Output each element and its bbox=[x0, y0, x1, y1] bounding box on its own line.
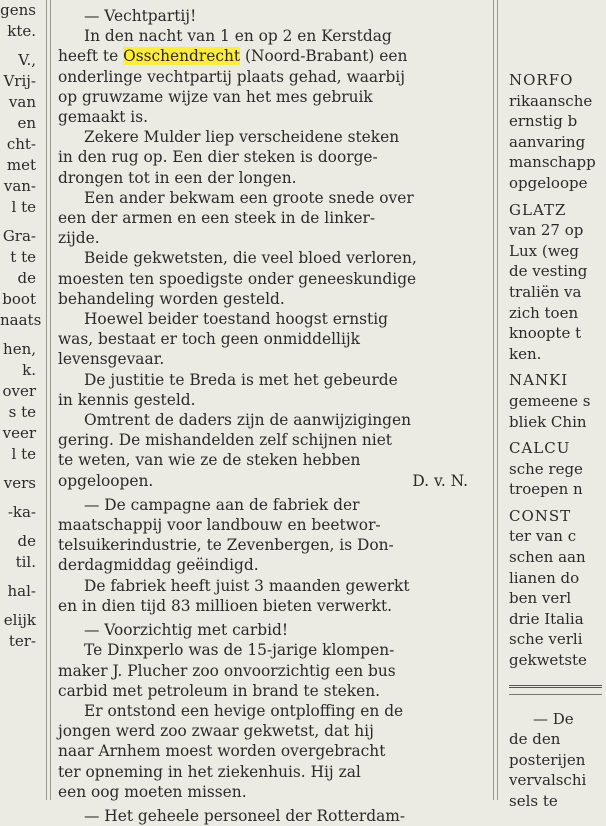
text-fragment bbox=[0, 494, 38, 502]
text-fragment: van bbox=[8, 93, 36, 111]
article-line: zijde. bbox=[58, 229, 100, 248]
article-line: De fabriek heeft juist 3 maanden gewerkt bbox=[84, 576, 410, 595]
article-line: ter opneming in het ziekenhuis. Hij zal bbox=[58, 762, 361, 781]
article-line: op gruwzame wijze van het mes gebruik bbox=[58, 87, 373, 106]
article-line: Hoewel beider toestand hoogst ernstig bbox=[84, 310, 388, 329]
article-line: telsuikerindustrie, te Zevenbergen, is Don- bbox=[58, 536, 394, 555]
article-line: Een ander bekwam een groote snede over bbox=[84, 188, 414, 207]
column-header-mark bbox=[505, 0, 606, 70]
text-line: — De bbox=[533, 709, 574, 728]
text-line: gemeene s bbox=[509, 391, 591, 410]
dateline: NANKI bbox=[509, 371, 569, 390]
dateline: CONST bbox=[509, 506, 572, 525]
article-line: maatschappij voor landbouw en beetwor- bbox=[58, 516, 381, 535]
right-column-fragment bbox=[505, 0, 606, 810]
article-line: Beide gekwetsten, die veel bloed verloren, bbox=[84, 249, 417, 268]
column-rule bbox=[493, 0, 494, 800]
text-fragment bbox=[0, 523, 38, 531]
text-fragment: hen, bbox=[3, 340, 36, 358]
text-fragment: vers bbox=[3, 474, 36, 492]
text-line: knoopte t bbox=[509, 324, 582, 343]
text-fragment bbox=[0, 602, 38, 610]
text-line: vervalschi bbox=[509, 771, 587, 790]
text-fragment: hal- bbox=[7, 582, 36, 600]
text-fragment: -ka- bbox=[7, 503, 36, 521]
text-fragment: til. bbox=[15, 553, 36, 571]
article-line: Zekere Mulder liep verscheidene steken bbox=[84, 128, 400, 147]
article-heading: — Voorzichtig met carbid! bbox=[84, 621, 289, 640]
text-fragment: en bbox=[17, 114, 36, 132]
text-fragment: l te bbox=[11, 445, 36, 463]
dateline: CALCU bbox=[509, 439, 571, 458]
article-line: Er ontstond een hevige ontploffing en de bbox=[84, 701, 404, 720]
text-fragment: met bbox=[6, 156, 36, 174]
text-fragment: veer bbox=[2, 424, 36, 442]
text-fragment: de bbox=[17, 532, 36, 550]
text-fragment: kte. bbox=[7, 22, 36, 40]
text-run: (Noord-Brabant) een bbox=[240, 47, 408, 66]
text-line: gekwetste bbox=[509, 651, 587, 670]
text-fragment: over bbox=[2, 382, 36, 400]
left-column-fragment bbox=[0, 0, 42, 800]
text-fragment: ter- bbox=[8, 632, 36, 650]
text-fragment: s te bbox=[8, 403, 36, 421]
text-fragment: Gra- bbox=[2, 227, 36, 245]
highlighted-term: Osschendrecht bbox=[123, 47, 241, 66]
text-line: bliek Chin bbox=[509, 412, 587, 431]
article-heading: — Vechtpartij! bbox=[84, 7, 197, 25]
article-line: drongen tot in een der longen. bbox=[58, 168, 297, 187]
text-line: manschapp bbox=[509, 153, 596, 172]
text-line: ernstig b bbox=[509, 112, 578, 131]
text-line: zich toen bbox=[509, 303, 579, 322]
text-fragment: elijk bbox=[3, 611, 36, 629]
text-line: sels te bbox=[509, 792, 558, 810]
article-heading: — Het geheele personeel der Rotterdam- bbox=[84, 806, 406, 825]
text-fragment: boot bbox=[2, 290, 36, 308]
text-line: opgeloope bbox=[509, 173, 588, 192]
text-fragment: l te bbox=[11, 198, 36, 216]
text-line: aanvaring bbox=[509, 132, 586, 151]
text-fragment: gens bbox=[0, 1, 36, 19]
text-line: de vesting bbox=[509, 262, 588, 281]
article-line: in den rug op. Een dier steken is doorge- bbox=[58, 148, 378, 167]
text-fragment: van- bbox=[3, 177, 36, 195]
text-fragment bbox=[0, 218, 38, 226]
article-line: maker J. Plucher zoo onvoorzichtig een bus bbox=[58, 661, 396, 680]
article-line: levensgevaar. bbox=[58, 350, 165, 369]
main-article-column bbox=[58, 0, 490, 825]
article-line: jongen werd zoo zwaar gekwetst, dat hij bbox=[58, 722, 374, 741]
article-line: gering. De mishandelden zelf schijnen niet bbox=[58, 431, 392, 450]
article-line: te weten, van wie ze de steken hebben bbox=[58, 451, 361, 470]
text-line: de den bbox=[509, 730, 561, 749]
column-rule bbox=[497, 0, 498, 800]
article-line: Te Dinxperlo was de 15-jarige klompen- bbox=[84, 641, 395, 660]
text-fragment: t te bbox=[10, 248, 36, 266]
text-line: ben verl bbox=[509, 589, 572, 608]
article-line: was, bestaat er toch geen onmiddellijk bbox=[58, 330, 360, 349]
article-line: derdagmiddag geëindigd. bbox=[58, 556, 259, 575]
text-fragment bbox=[0, 465, 38, 473]
text-line: troepen n bbox=[509, 480, 583, 499]
article-heading: — De campagne aan de fabriek der bbox=[84, 495, 360, 514]
article-line: een der armen en een steek in de linker- bbox=[58, 209, 376, 228]
dateline: NORFO bbox=[509, 71, 574, 89]
text-line: ter van c bbox=[509, 527, 577, 546]
text-line: schen aan bbox=[509, 548, 586, 567]
author-signature: D. v. N. bbox=[412, 471, 468, 490]
text-line: sche verli bbox=[509, 630, 583, 649]
section-divider bbox=[509, 685, 602, 695]
column-rule bbox=[46, 0, 47, 800]
text-line: van 27 op bbox=[509, 221, 584, 240]
text-line: rikaansche bbox=[509, 91, 593, 110]
text-line: traliën va bbox=[509, 282, 582, 301]
text-run: heeft te bbox=[58, 47, 124, 66]
text-fragment: naats bbox=[0, 311, 42, 329]
article-line: De justitie te Breda is met het gebeurde bbox=[84, 370, 398, 389]
text-fragment: cht- bbox=[6, 135, 36, 153]
text-line: sche rege bbox=[509, 459, 583, 478]
article-line: gemaakt is. bbox=[58, 108, 149, 127]
dateline: GLATZ bbox=[509, 200, 567, 219]
article-line: onderlinge vechtpartij plaats gehad, waarbij bbox=[58, 67, 405, 86]
text-run: opgeloopen. bbox=[58, 471, 154, 490]
text-fragment bbox=[0, 573, 38, 581]
column-rule bbox=[50, 0, 51, 800]
text-fragment: V., bbox=[18, 51, 36, 69]
article-line: moesten ten spoedigste onder geneeskundige bbox=[58, 269, 417, 288]
text-line: lianen do bbox=[509, 568, 580, 587]
text-line: posterijen bbox=[509, 750, 586, 769]
text-fragment: de bbox=[17, 269, 36, 287]
article-line: behandeling worden gesteld. bbox=[58, 289, 285, 308]
article-line: in kennis gesteld. bbox=[58, 390, 196, 409]
article-line: carbid met petroleum in brand te steken. bbox=[58, 681, 381, 700]
text-fragment: k. bbox=[22, 361, 36, 379]
article-line: naar Arnhem moest worden overgebracht bbox=[58, 742, 386, 761]
text-fragment: Vrij- bbox=[3, 72, 36, 90]
text-line: drie Italia bbox=[509, 609, 584, 628]
text-fragment bbox=[0, 42, 38, 50]
article-line: Omtrent de daders zijn de aanwijzigingen bbox=[84, 411, 412, 430]
text-fragment bbox=[0, 331, 38, 339]
article-line bbox=[58, 471, 490, 491]
text-line: Lux (weg bbox=[509, 241, 580, 260]
article-line: een oog moeten missen. bbox=[58, 782, 247, 801]
article-line bbox=[58, 46, 490, 66]
article-line: In den nacht van 1 en op 2 en Kerstdag bbox=[84, 27, 392, 46]
text-line: ken. bbox=[509, 344, 542, 363]
article-line: en in dien tijd 83 millioen bieten verwerkt. bbox=[58, 596, 393, 615]
